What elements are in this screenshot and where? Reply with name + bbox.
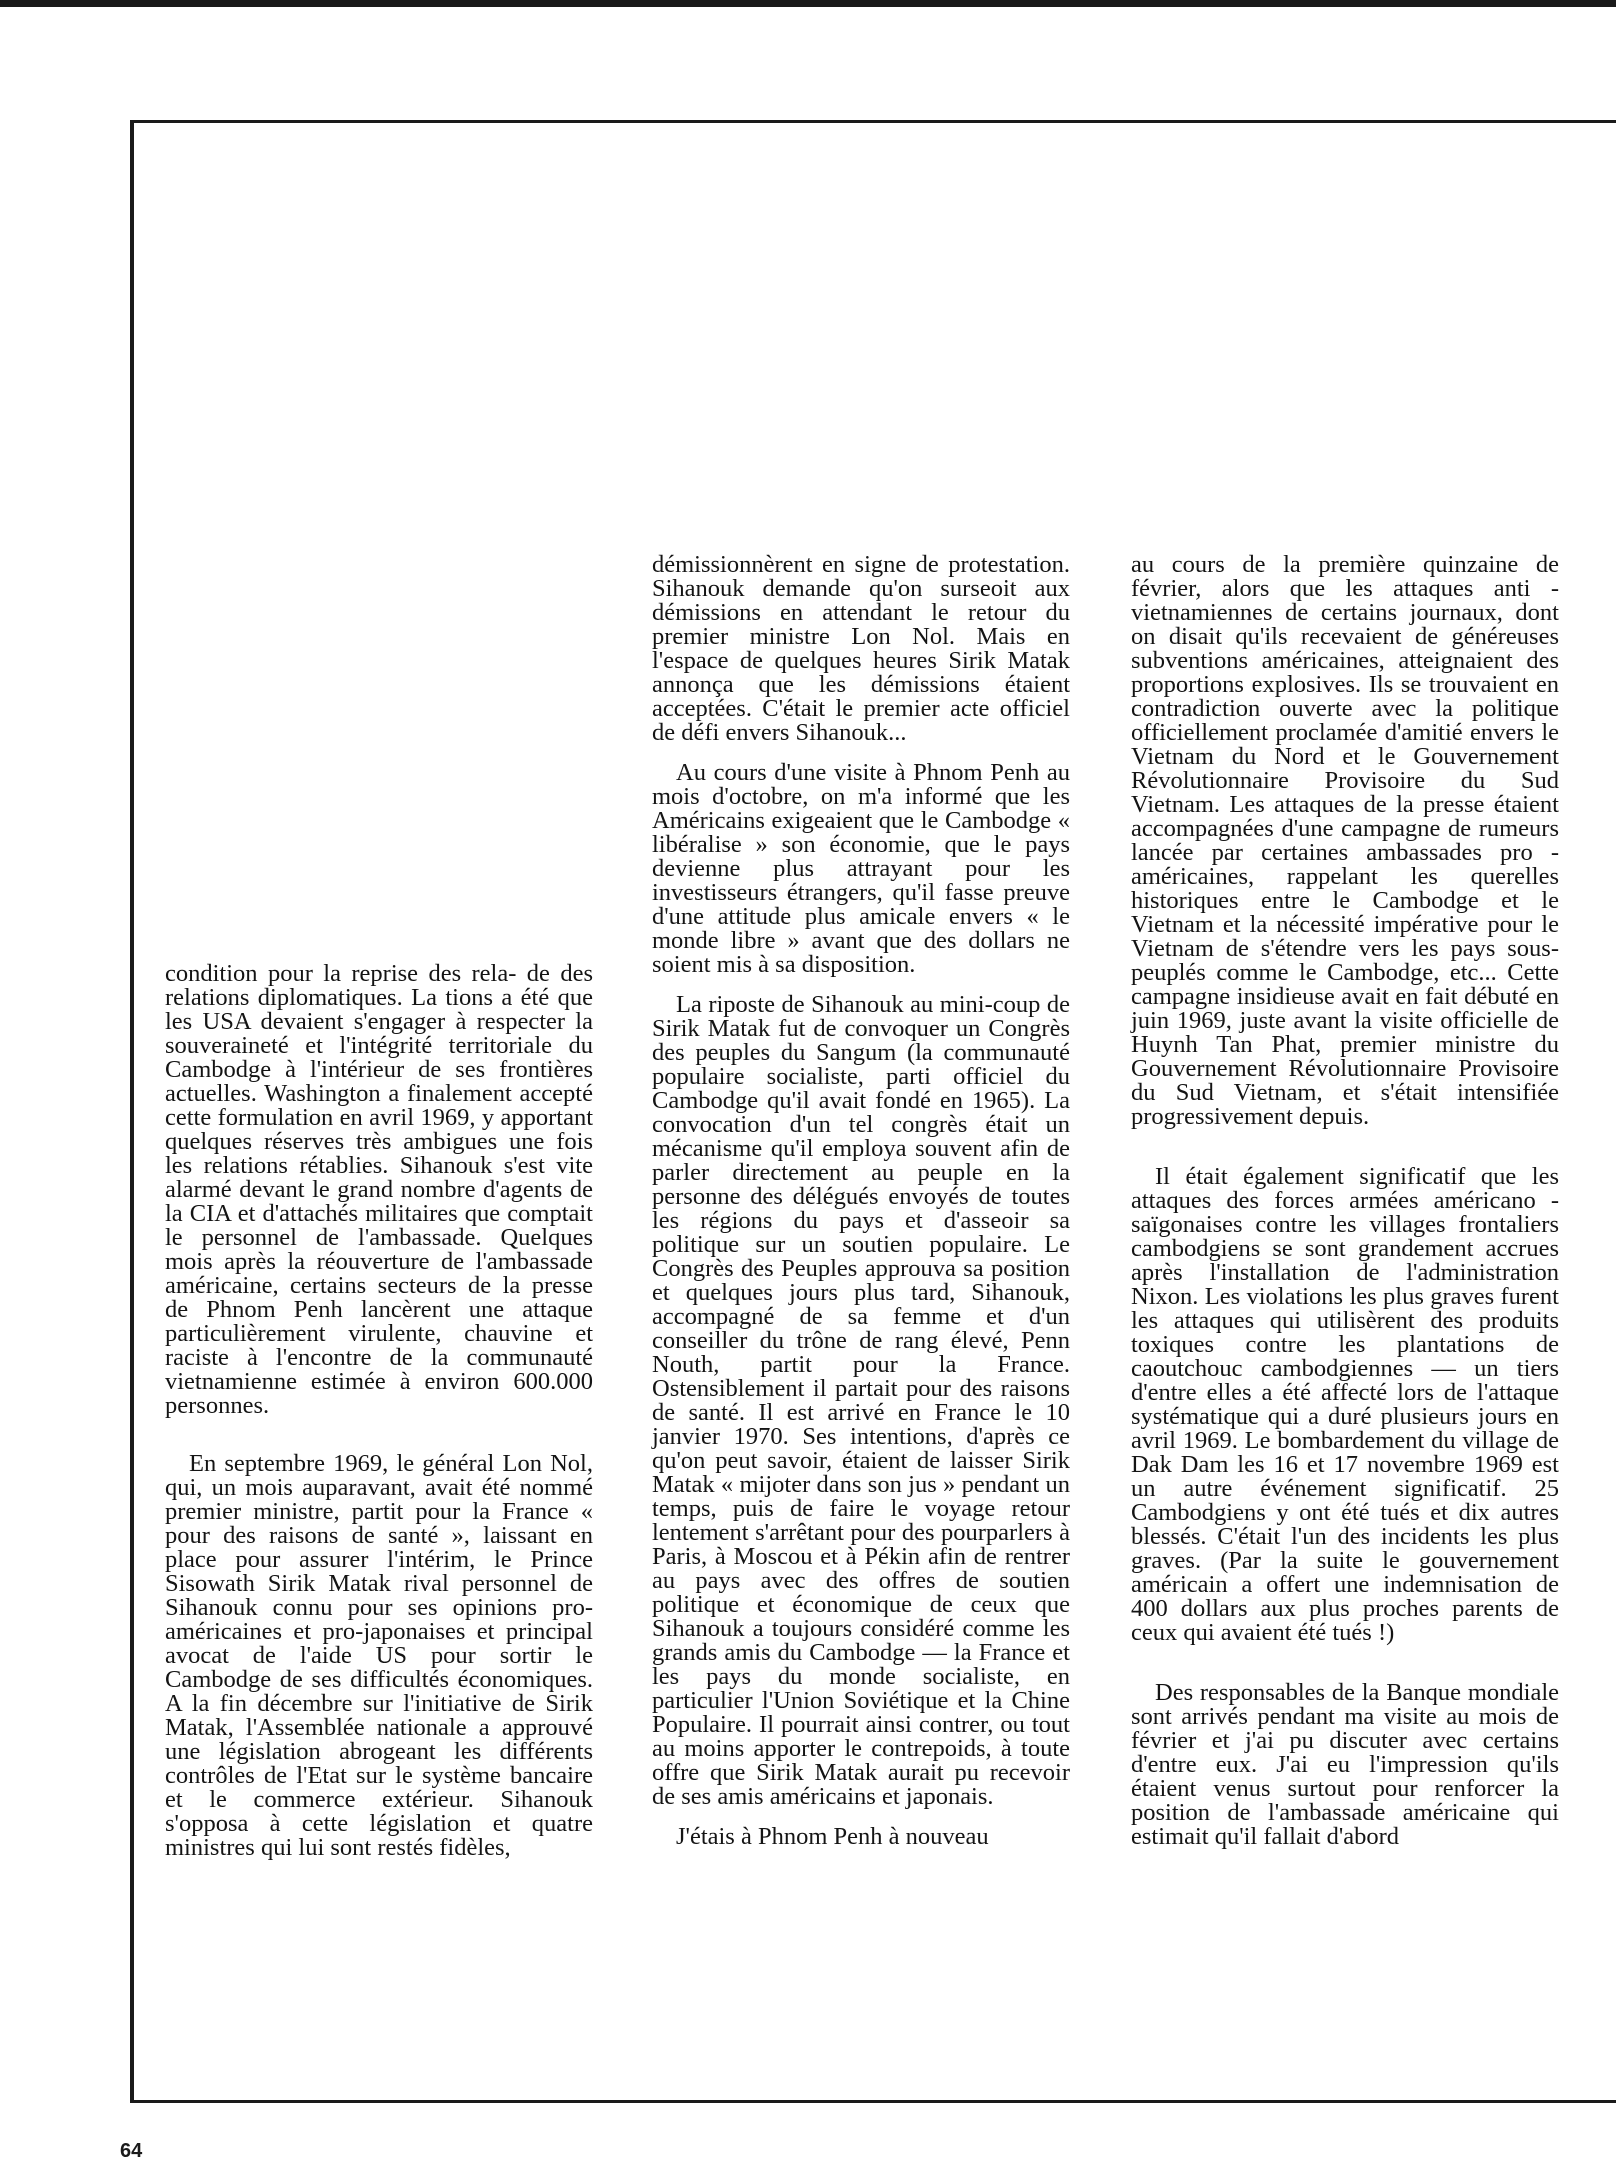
paragraph: Il était également significatif que les attaques des forces armées américano - saïgonaises contre les villages frontaliers cambodgiens se sont grandement accrues après l'installation de l'administration Nixon. Les violations les plus graves furent les attaques qui utilisèrent des produits toxiques contre les plantations de caoutchouc cambodgiennes — un tiers d'entre elles a été affecté lors de l'attaque systématique qui a duré plusieurs jours en avril 1969. Le bombardement du village de Dak Dam les 16 et 17 novembre 1969 est un autre événement significatif. 25 Cambodgiens y ont été tués et dix autres blessés. C'était l'un des incidents les plus graves. (Par la suite le gouvernement américain a offert une indemnisation de 400 dollars aux plus proches parents de ceux qui avaient été tués !) — [1131, 1163, 1559, 1646]
paragraph: démissionnèrent en signe de protestation. Sihanouk demande qu'on surseoit aux démissions en attendant le retour du premier ministre Lon Nol. Mais en l'espace de quelques heures Sirik Matak annonça que les démissions étaient acceptées. C'était le premier acte officiel de défi envers Sihanouk... — [652, 551, 1070, 746]
text-column-left — [165, 962, 593, 1860]
top-rule — [0, 0, 1616, 7]
paragraph: J'étais à Phnom Penh à nouveau — [676, 1823, 989, 1850]
paragraph: Des responsables de la Banque mondiale sont arrivés pendant ma visite au mois de février et j'ai pu discuter avec certains d'entre eux. J'ai eu l'impression qu'ils étaient venus surtout pour renforcer la position de l'ambassade américaine qui estimait qu'il fallait d'abord — [1131, 1679, 1559, 1850]
text-column-middle — [652, 553, 1070, 1849]
paragraph: condition pour la reprise des rela- de des relations diplomatiques. La tions a été que les USA devaient s'engager à respecter la souveraineté et l'intégrité territoriale du Cambodge à l'intérieur de ses frontières actuelles. Washington a finalement accepté cette formulation en avril 1969, y apportant quelques réserves très ambigues une fois les relations rétablies. Sihanouk s'est vite alarmé devant le grand nombre d'agents de la CIA et d'attachés militaires que comptait le personnel de l'ambassade. Quelques mois après la réouverture de l'ambassade américaine, certains secteurs de la presse de Phnom Penh lancèrent une attaque particulièrement virulente, chauvine et raciste à l'encontre de la communauté vietnamienne estimée à environ 600.000 personnes. — [165, 960, 593, 1419]
paragraph: En septembre 1969, le général Lon Nol, qui, un mois auparavant, avait été nommé premier ministre, partit pour la France « pour des raisons de santé », laissant en place pour assurer l'intérim, le Prince Sisowath Sirik Matak rival personnel de Sihanouk connu pour ses opinions pro-américaines et pro-japonaises et principal avocat de l'aide US pour sortir le Cambodge de ses difficultés économiques. A la fin décembre sur l'initiative de Sirik Matak, l'Assemblée nationale a approuvé une législation abrogeant les différents contrôles de l'Etat sur le système bancaire et le commerce extérieur. Sihanouk s'opposa à cette législation et quatre ministres qui lui sont restés fidèles, — [165, 1450, 593, 1861]
paragraph: Au cours d'une visite à Phnom Penh au mois d'octobre, on m'a informé que les Américains exigeaient que le Cambodge « libéralise » son économie, que le pays devienne plus attrayant pour les investisseurs étrangers, qu'il fasse preuve d'une attitude plus amicale envers « le monde libre » avant que des dollars ne soient mis à sa disposition. — [652, 759, 1070, 978]
paragraph: au cours de la première quinzaine de février, alors que les attaques anti - vietnamiennes de certains journaux, dont on disait qu'ils recevaient de généreuses subventions américaines, atteignaient des proportions explosives. Ils se trouvaient en contradiction ouverte avec la politique officiellement proclamée d'amitié envers le Vietnam du Nord et le Gouvernement Révolutionnaire Provisoire du Sud Vietnam. Les attaques de la presse étaient accompagnées d'une campagne de rumeurs lancée par certaines ambassades pro - américaines, rappelant les querelles historiques entre le Cambodge et le Vietnam et la nécessité impérative pour le Vietnam de s'étendre vers les pays sous-peuplés comme le Cambodge, etc... Cette campagne insidieuse avait en fait débuté en juin 1969, juste avant la visite officielle de Huynh Tan Phat, premier ministre du Gouvernement Révolutionnaire Provisoire du Sud Vietnam, et s'était intensifiée progressivement depuis. — [1131, 551, 1559, 1130]
paragraph: La riposte de Sihanouk au mini-coup de Sirik Matak fut de convoquer un Congrès des peuples du Sangum (la communauté populaire socialiste, parti officiel du Cambodge qu'il avait fondé en 1965). La convocation d'un tel congrès était un mécanisme qu'il employa souvent afin de parler directement au peuple en la personne des délégués envoyés de toutes les régions du pays et d'asseoir sa politique sur un soutien populaire. Le Congrès des Peuples approuva sa position et quelques jours plus tard, Sihanouk, accompagné de sa femme et d'un conseiller du trône de rang élevé, Penn Nouth, partit pour la France. Ostensiblement il partait pour des raisons de santé. Il est arrivé en France le 10 janvier 1970. Ses intentions, d'après ce qu'on peut savoir, étaient de laisser Sirik Matak « mijoter dans son jus » pendant un temps, puis de faire le voyage retour lentement s'arrêtant pour des pourparlers à Paris, à Moscou et à Pékin afin de rentrer au pays avec des offres de soutien politique et économique de ceux que Sihanouk a toujours considéré comme les grands amis du Cambodge — la France et les pays du monde socialiste, en particulier l'Union Soviétique et la Chine Populaire. Il pourrait ainsi contrer, ou tout au moins apporter le contrepoids, à toute offre que Sirik Matak aurait pu recevoir de ses amis américains et japonais. — [652, 991, 1070, 1810]
page-number: 64 — [120, 2140, 143, 2162]
text-column-right — [1131, 553, 1559, 1849]
